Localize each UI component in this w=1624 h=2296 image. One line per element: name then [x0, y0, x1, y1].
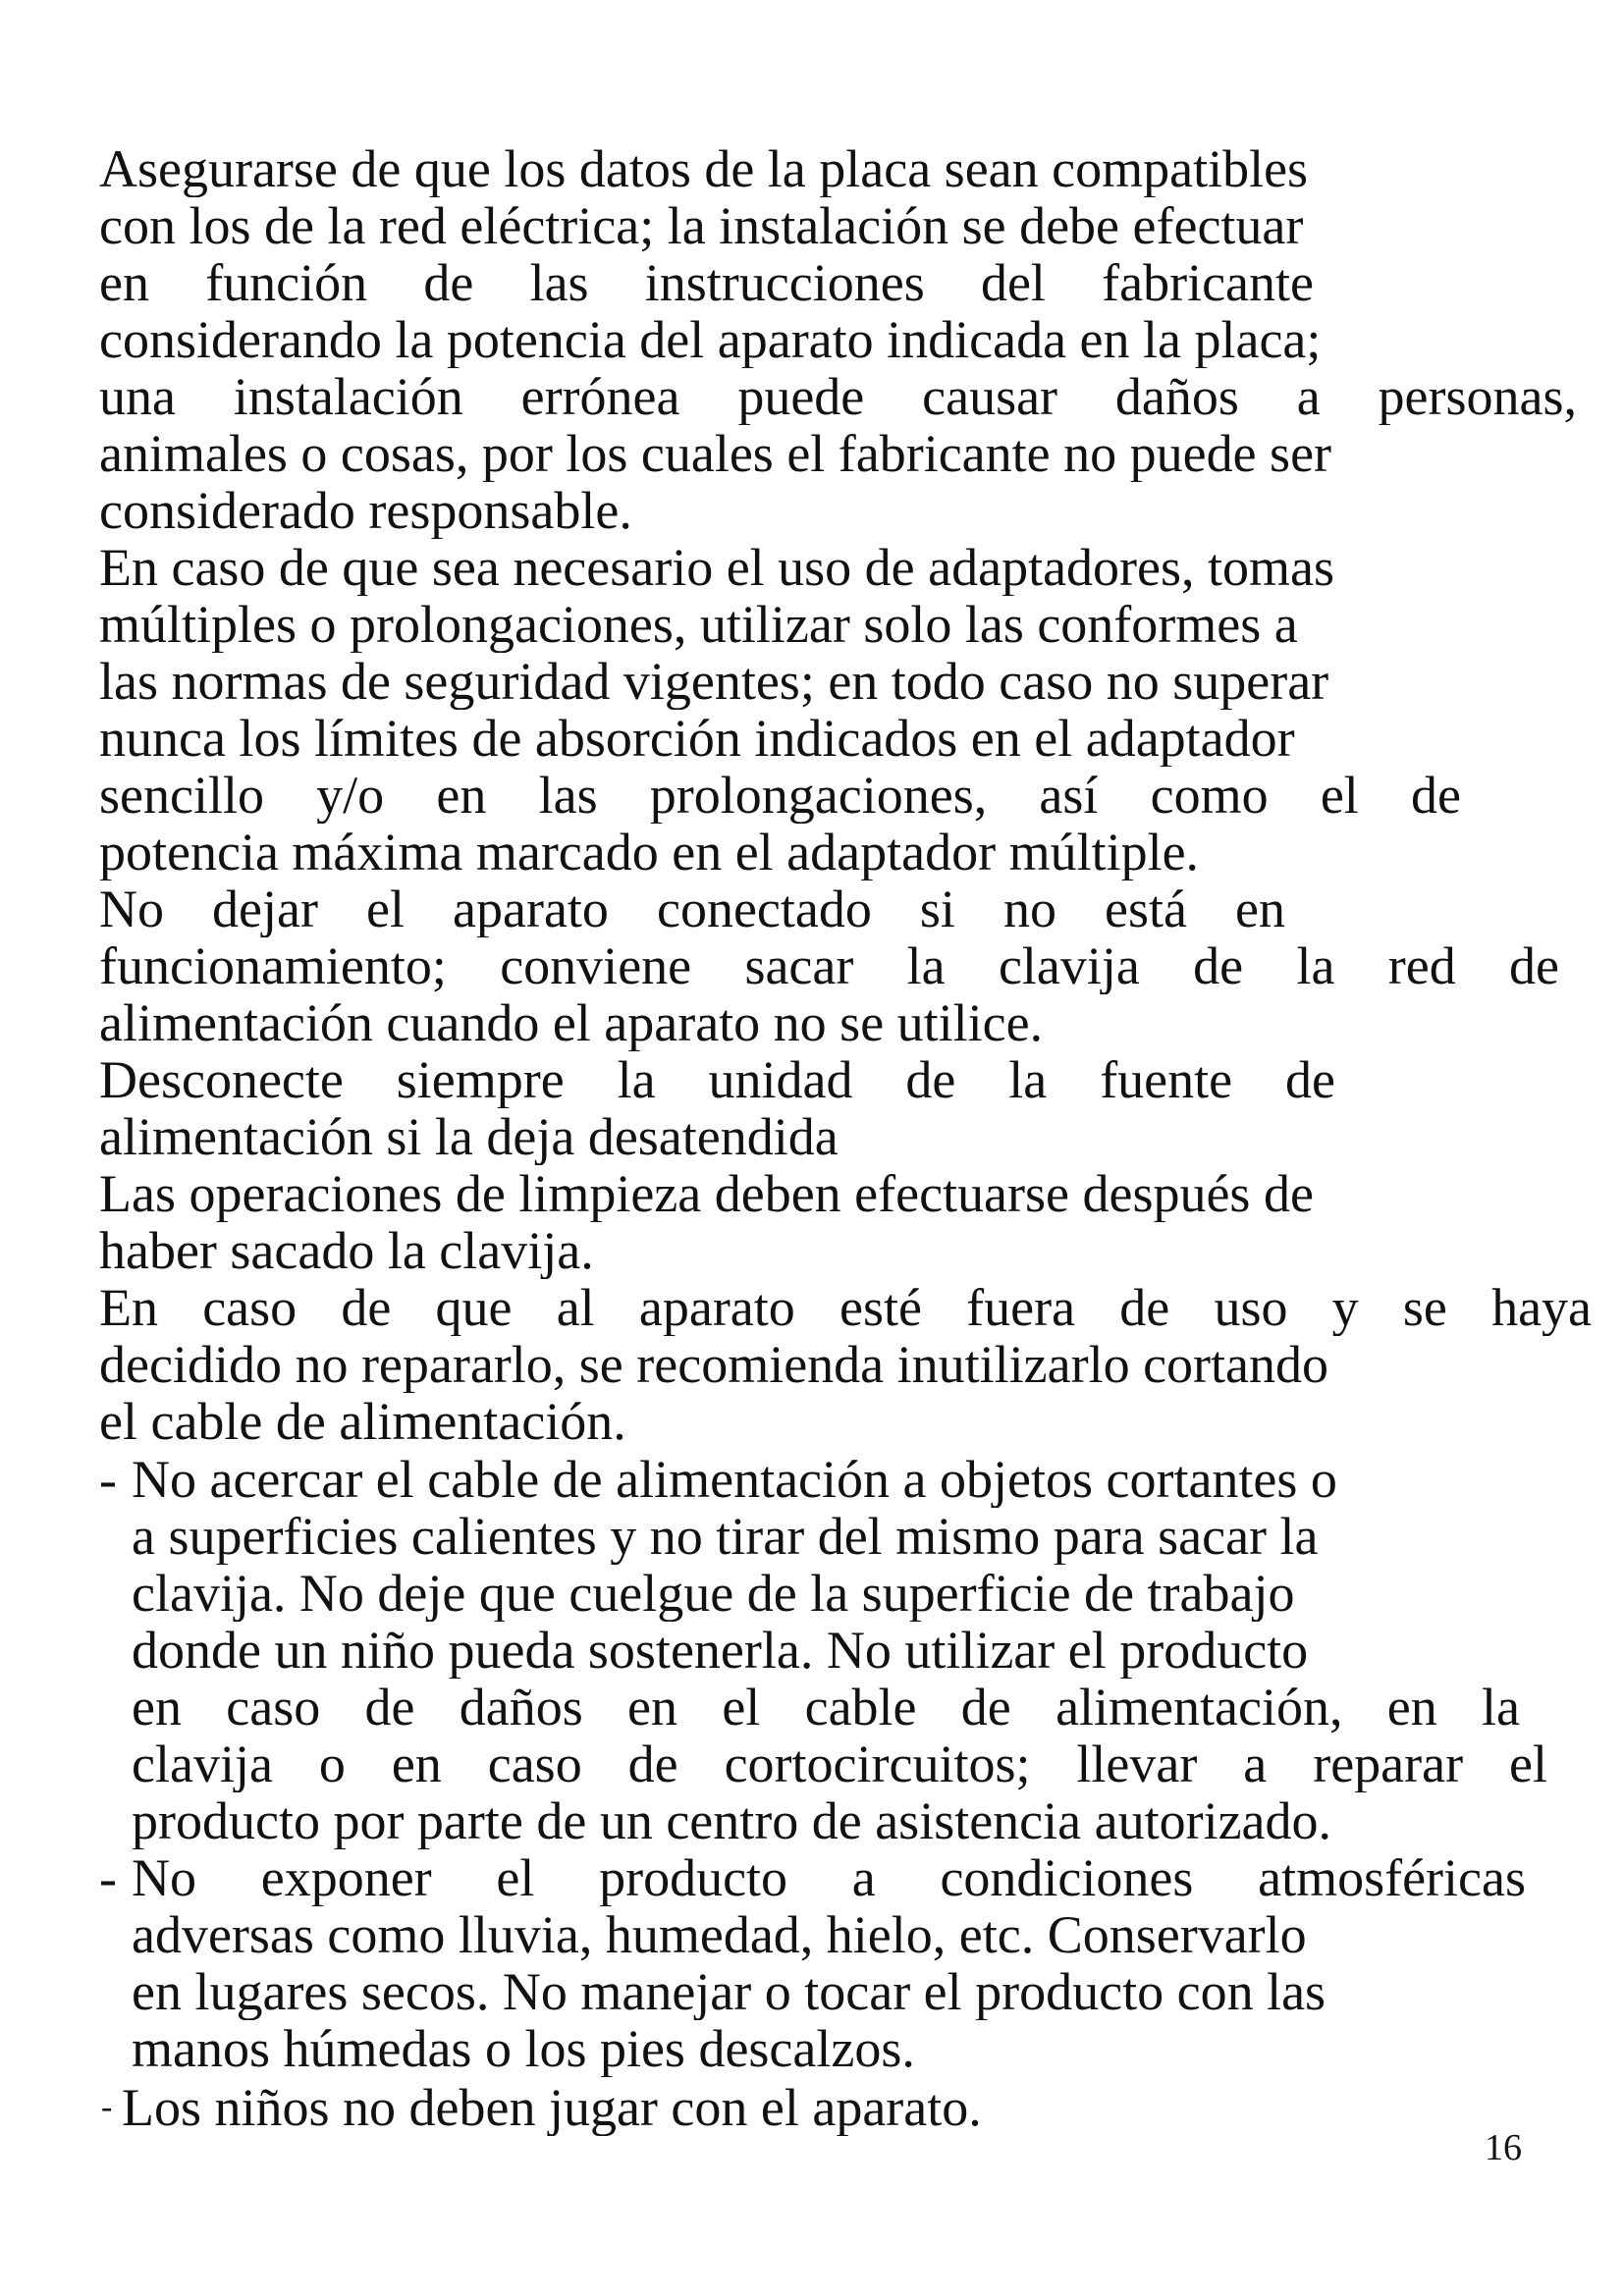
bullet-line: clavija. No deje que cuelgue de la superficie de trabajo: [132, 1565, 1295, 1622]
text-line: Las operaciones de limpieza deben efectuarse después de: [99, 1165, 1314, 1222]
text-line: haber sacado la clavija.: [99, 1222, 594, 1279]
text-line: decidido no repararlo, se recomienda inutilizarlo cortando: [99, 1336, 1328, 1393]
text-line: sencillo y/o en las prolongaciones, así como el de: [99, 767, 1461, 824]
bullet-line: Los niños no deben jugar con el aparato.: [122, 2079, 982, 2136]
bullet-line: en caso de daños en el cable de alimentación, en la: [132, 1679, 1520, 1735]
text-line: En caso de que sea necesario el uso de adaptadores, tomas: [99, 539, 1335, 596]
bullet-line: manos húmedas o los pies descalzos.: [132, 2020, 915, 2077]
bullet-dash: -: [99, 1848, 117, 1907]
bullet-line: a superficies calientes y no tirar del mismo para sacar la: [132, 1508, 1319, 1565]
text-line: En caso de que al aparato esté fuera de uso y se haya: [99, 1279, 1592, 1336]
text-line: el cable de alimentación.: [99, 1393, 626, 1450]
text-line: las normas de seguridad vigentes; en todo caso no superar: [99, 653, 1329, 710]
text-line: Desconecte siempre la unidad de la fuente de: [99, 1051, 1335, 1108]
bullet-dash: -: [101, 2089, 113, 2125]
text-line: múltiples o prolongaciones, utilizar solo las conformes a: [99, 596, 1298, 653]
page-number: 16: [1485, 2127, 1522, 2168]
bullet-line: adversas como lluvia, humedad, hielo, etc. Conservarlo: [132, 1906, 1307, 1963]
text-line: con los de la red eléctrica; la instalación se debe efectuar: [99, 197, 1304, 254]
text-line: una instalación errónea puede causar daños a personas,: [99, 368, 1577, 425]
bullet-line: No exponer el producto a condiciones atmosféricas: [132, 1849, 1526, 1906]
text-line: potencia máxima marcado en el adaptador múltiple.: [99, 824, 1200, 881]
text-line: alimentación si la deja desatendida: [99, 1108, 839, 1165]
text-line: en función de las instrucciones del fabricante: [99, 254, 1314, 311]
text-line: animales o cosas, por los cuales el fabricante no puede ser: [99, 425, 1332, 482]
text-line: No dejar el aparato conectado si no está en: [99, 881, 1285, 937]
bullet-line: producto por parte de un centro de asistencia autorizado.: [132, 1792, 1332, 1849]
text-line: Asegurarse de que los datos de la placa sean compatibles: [99, 140, 1309, 197]
text-line: nunca los límites de absorción indicados en el adaptador: [99, 710, 1295, 767]
text-line: funcionamiento; conviene sacar la clavija de la red de: [99, 937, 1559, 994]
bullet-line: donde un niño pueda sostenerla. No utilizar el producto: [132, 1622, 1309, 1679]
bullet-line: en lugares secos. No manejar o tocar el producto con las: [132, 1963, 1326, 2020]
bullet-line: clavija o en caso de cortocircuitos; llevar a reparar el: [132, 1735, 1547, 1792]
bullet-line: No acercar el cable de alimentación a objetos cortantes o: [132, 1451, 1337, 1508]
text-line: considerando la potencia del aparato indicada en la placa;: [99, 311, 1322, 368]
bullet-dash: -: [99, 1450, 117, 1509]
text-line: considerado responsable.: [99, 482, 632, 539]
text-line: alimentación cuando el aparato no se utilice.: [99, 994, 1044, 1051]
